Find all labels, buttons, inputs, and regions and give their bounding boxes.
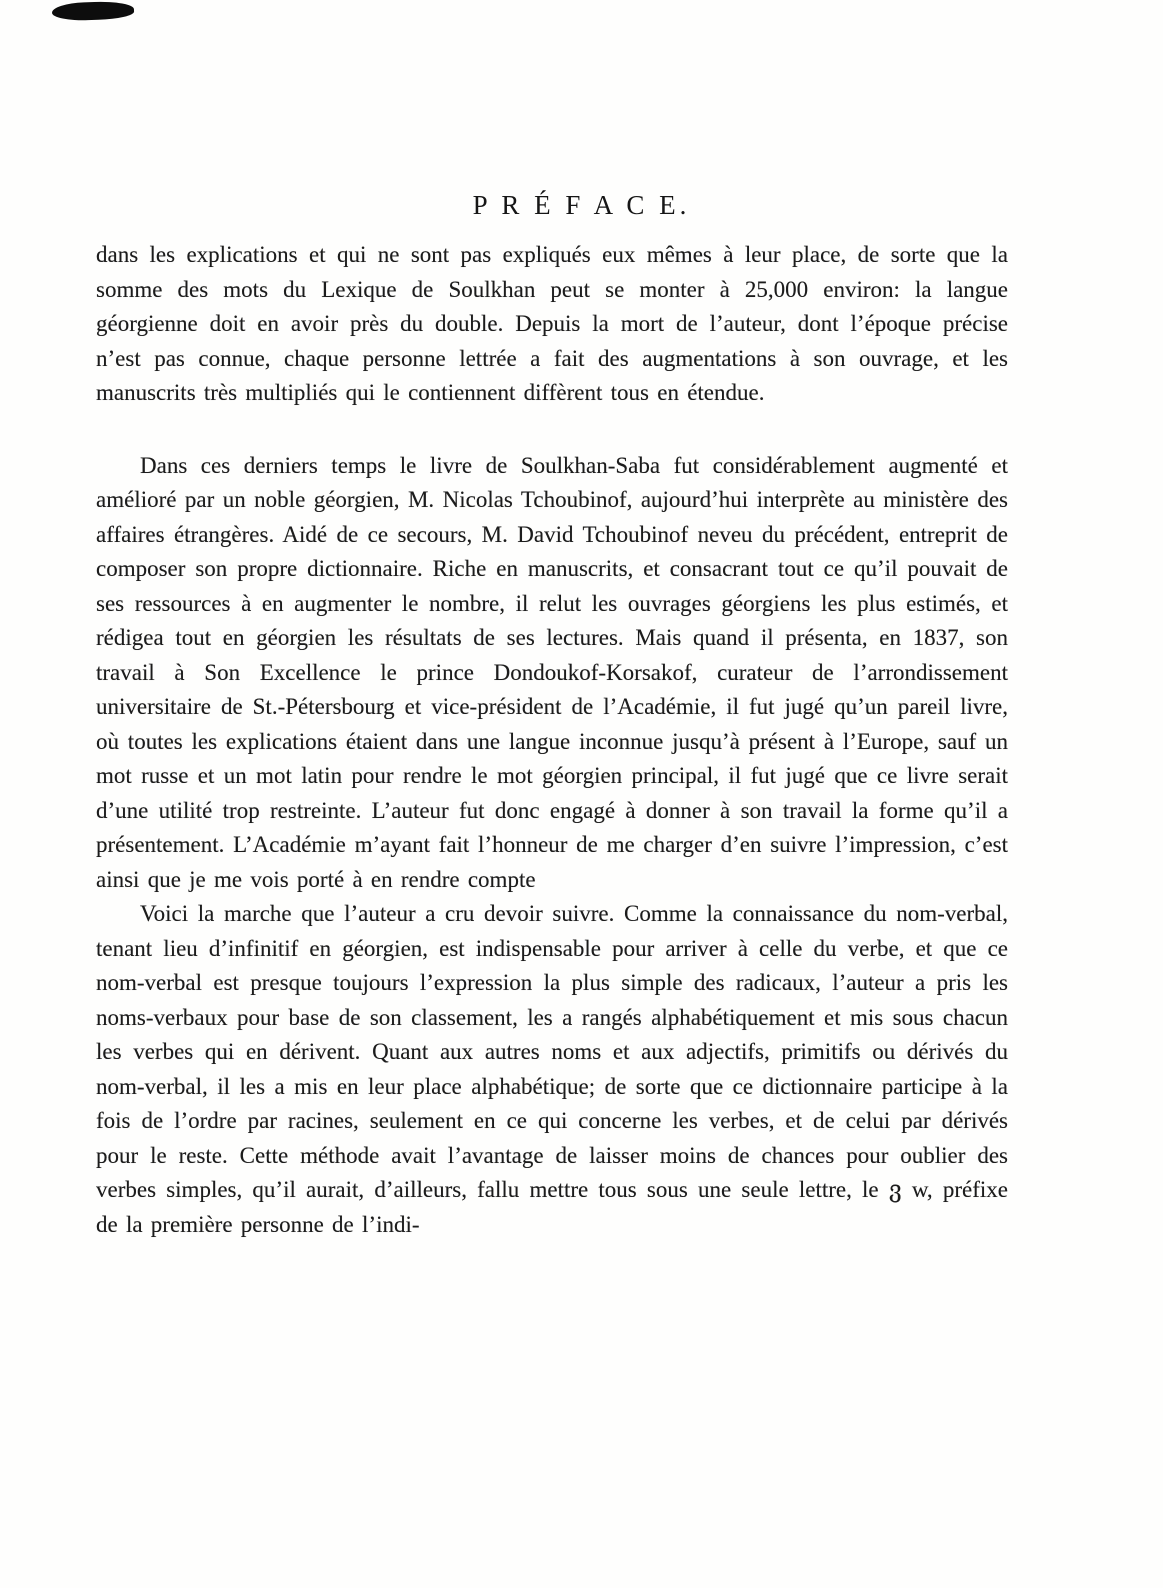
paragraph-methode: Voici la marche que l’auteur a cru devoir suivre. Comme la connaissance du nom-verbal, tenant lieu d’infinitif en géorgien, est indispensable pour arriver à celle du verbe, et que ce nom-verbal est presque toujours l’expression la plus simple des radicaux, l’auteur a pris les noms-verbaux pour base de son classement, les a rangés alphabétiquement et mis sous chacun les verbes qui en dérivent. Quant aux autres noms et aux adjectifs, primitifs ou dérivés du nom-verbal, il les a mis en leur place alphabétique; de sorte que ce dictionnaire participe à la fois de l’ordre par racines, seulement en ce qui concerne les verbes, et de celui par dérivés pour le reste. Cette méthode avait l’avantage de laisser moins de chances pour oublier des verbes simples, qu’il aurait, d’ailleurs, fallu mettre tous sous une seule lettre, le ვ w, préfixe de la première personne de l’indi- (96, 901, 1008, 1237)
scan-artifact (52, 1, 135, 22)
preface-text-block (96, 238, 1008, 1242)
page-title: P R É F A C E. (472, 190, 691, 220)
paragraph-continuation: dans les explications et qui ne sont pas expliqués eux mêmes à leur place, de sorte que la somme des mots du Lexique de Soulkhan peut se monter à 25,000 environ: la langue géorgienne doit en avoir près du double. Depuis la mort de l’auteur, dont l’époque précise n’est pas connue, chaque personne lettrée a fait des augmentations à son ouvrage, et les manuscrits très multipliés qui le contiennent diffèrent tous en étendue. (96, 242, 1008, 405)
paragraph-tchoubinof: Dans ces derniers temps le livre de Soulkhan-Saba fut considérablement augmenté et amélioré par un noble géorgien, M. Nicolas Tchoubinof, aujourd’hui interprète au ministère des affaires étrangères. Aidé de ce secours, M. David Tchoubinof neveu du précédent, entreprit de composer son propre dictionnaire. Riche en manuscrits, et consacrant tout ce qu’il pouvait de ses ressources à en augmenter le nombre, il relut les ouvrages géorgiens les plus estimés, et rédigea tout en géorgien les résultats de ses lectures. Mais quand il présenta, en 1837, son travail à Son Excellence le prince Dondoukof-Korsakof, curateur de l’arrondissement universitaire de St.-Pétersbourg et vice-président de l’Académie, il fut jugé qu’un pareil livre, où toutes les explications étaient dans une langue inconnue jusqu’à présent à l’Europe, sauf un mot russe et un mot latin pour rendre le mot géorgien principal, il fut jugé que ce livre serait d’une utilité trop restreinte. L’auteur fut donc engagé à donner à son travail la forme qu’il a présentement. L’Académie m’ayant fait l’honneur de me charger d’en suivre l’impression, c’est ainsi que je me vois porté à en rendre compte (96, 452, 1008, 892)
